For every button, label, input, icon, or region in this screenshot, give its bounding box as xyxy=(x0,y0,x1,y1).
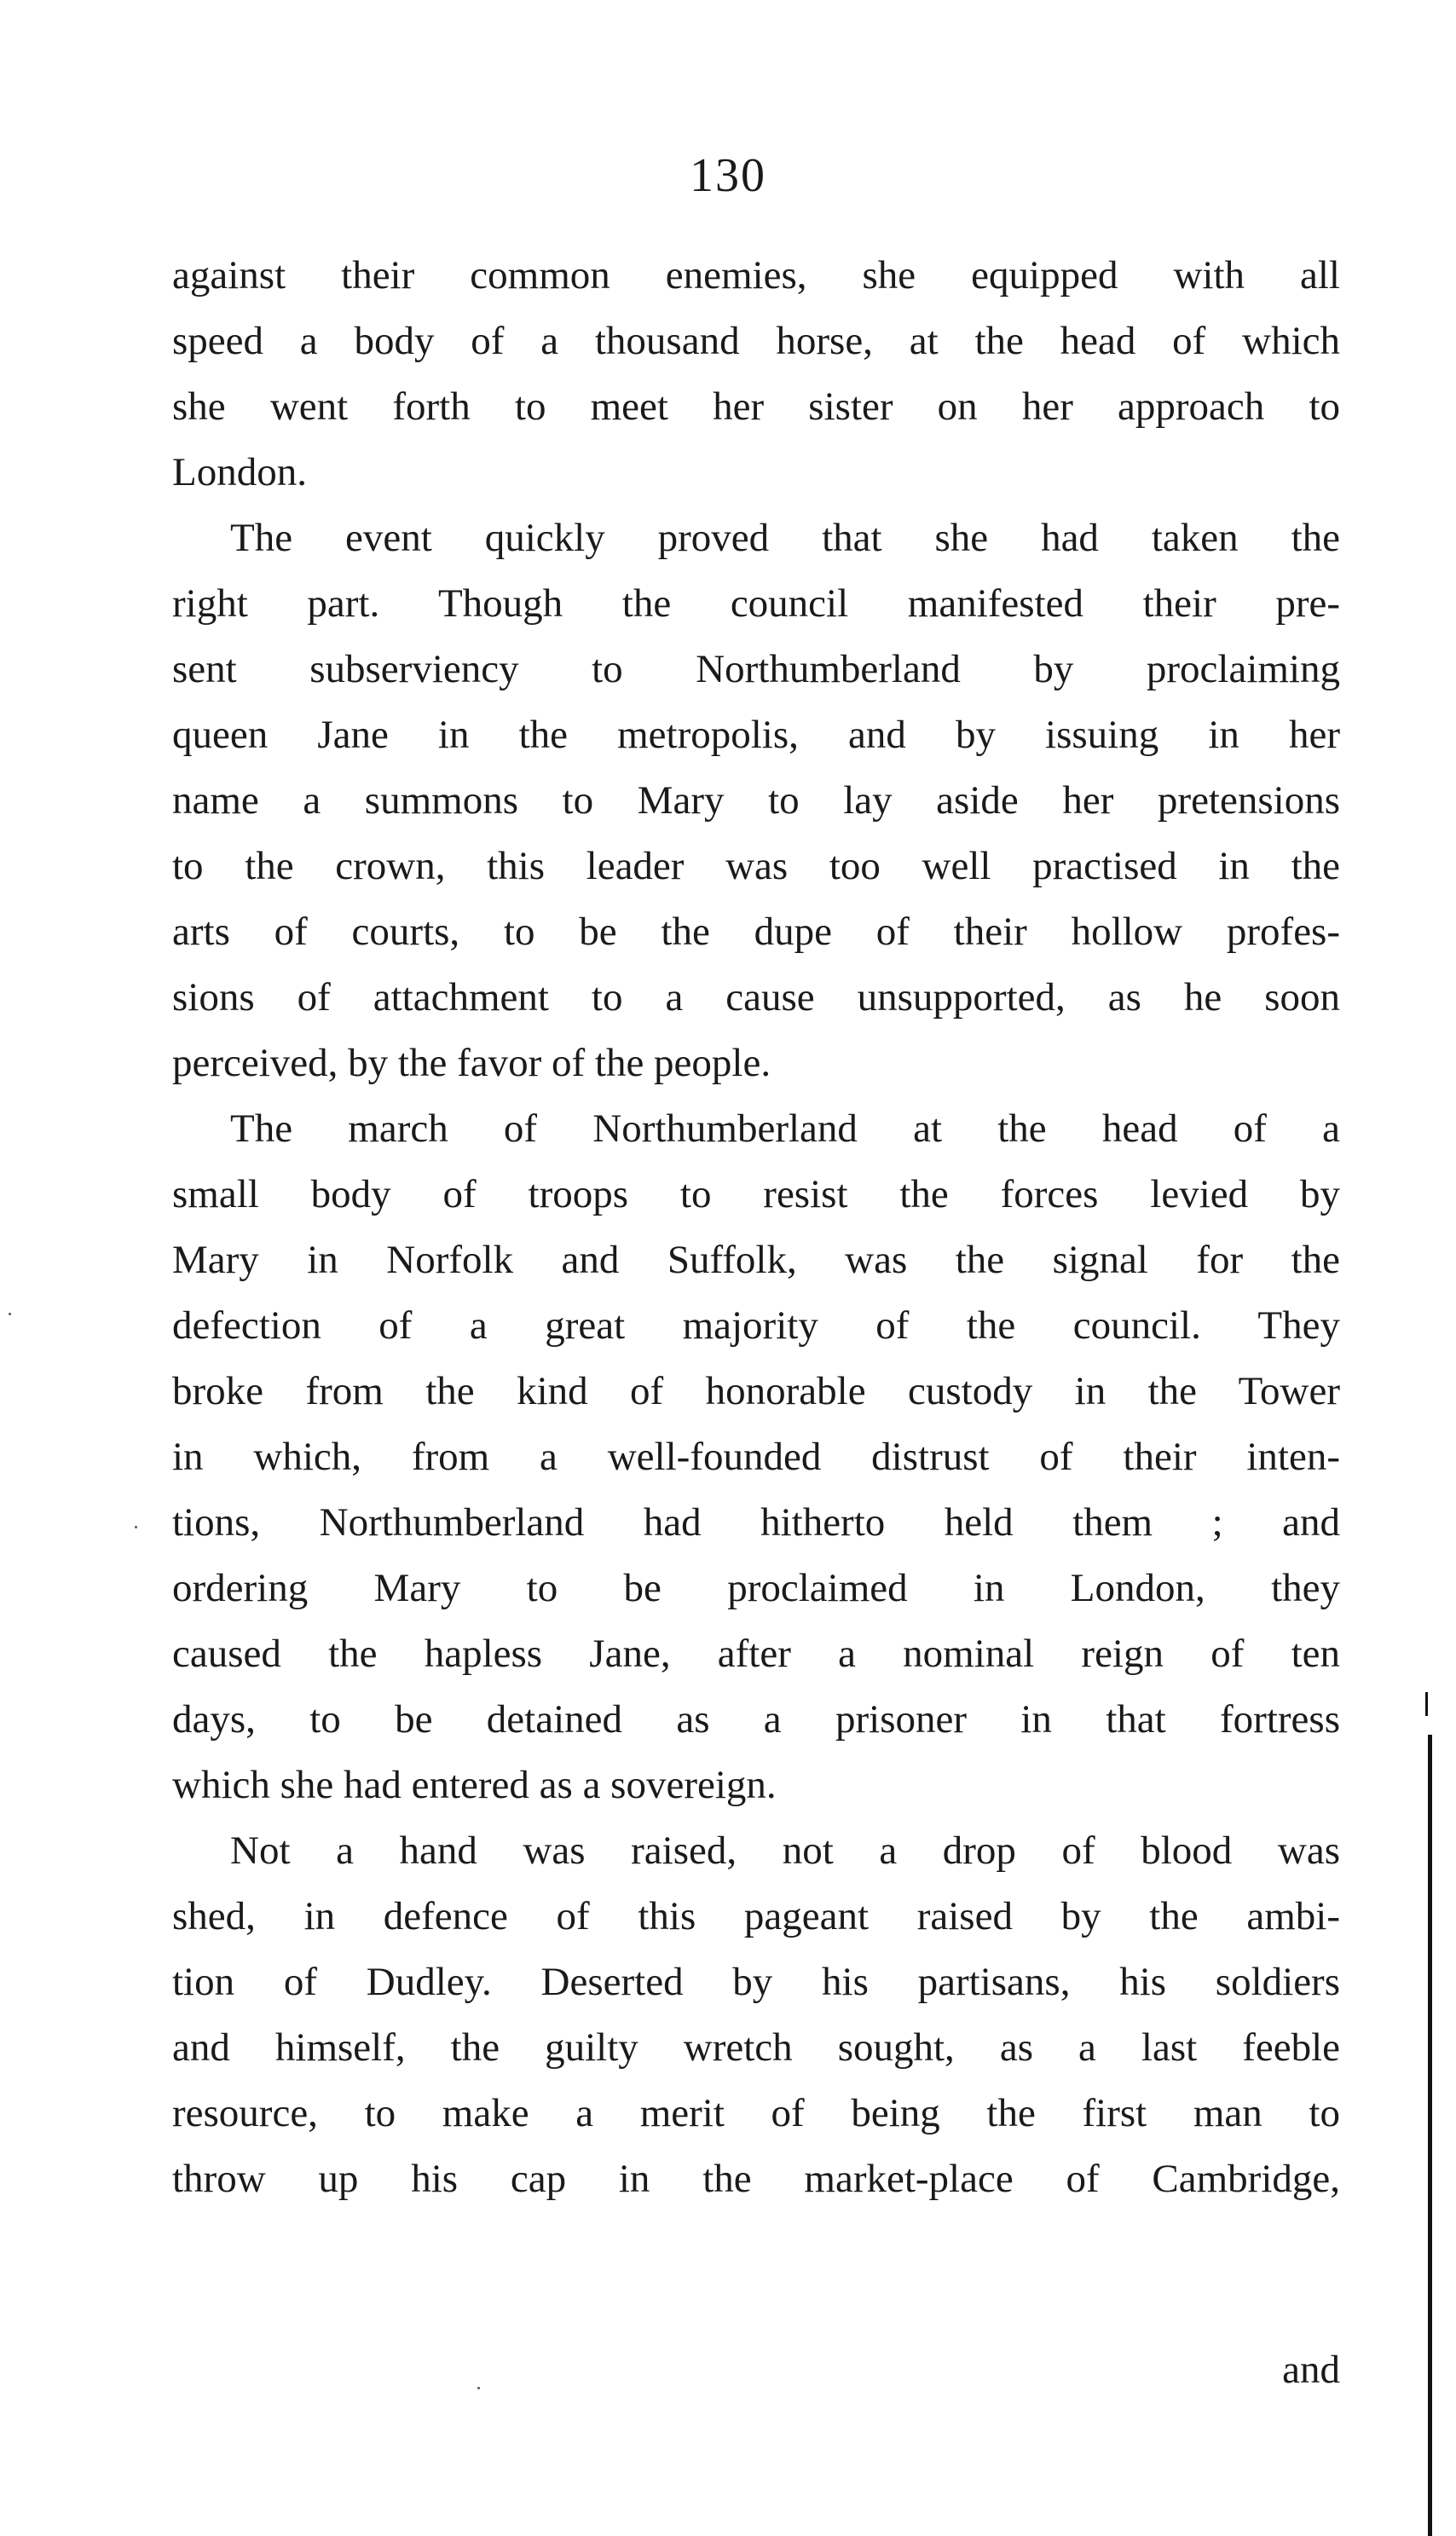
text-line: caused the hapless Jane, after a nominal reign of ten xyxy=(172,1632,1340,1676)
text-line: and himself, the guilty wretch sought, as a last feeble xyxy=(172,2025,1340,2070)
scan-edge-shadow xyxy=(1428,1735,1432,2536)
body-text xyxy=(172,243,1340,2212)
text-line: perceived, by the favor of the people. xyxy=(172,1041,771,1085)
text-line: sions of attachment to a cause unsupported, as he soon xyxy=(172,975,1340,1020)
text-line: London. xyxy=(172,450,307,494)
text-line: in which, from a well-founded distrust of their inten- xyxy=(172,1435,1340,1479)
text-line: speed a body of a thousand horse, at the head of which xyxy=(172,319,1340,363)
text-line: The event quickly proved that she had taken the xyxy=(230,516,1340,560)
text-line: The march of Northumberland at the head of a xyxy=(230,1106,1340,1151)
text-line: which she had entered as a sovereign. xyxy=(172,1763,777,1807)
text-line: sent subserviency to Northumberland by proclaiming xyxy=(172,647,1340,691)
text-line: defection of a great majority of the council. They xyxy=(172,1303,1340,1348)
text-line: Not a hand was raised, not a drop of blood was xyxy=(230,1828,1340,1873)
text-line: right part. Though the council manifested their pre- xyxy=(172,581,1340,626)
text-line: small body of troops to resist the forces levied by xyxy=(172,1172,1340,1216)
page-number: 130 xyxy=(690,149,766,202)
catchword: and xyxy=(1282,2348,1340,2392)
text-line: tions, Northumberland had hitherto held them ; and xyxy=(172,1500,1340,1545)
text-line: arts of courts, to be the dupe of their hollow profes- xyxy=(172,910,1340,954)
scan-speck xyxy=(135,1526,137,1528)
text-line: against their common enemies, she equipped with all xyxy=(172,253,1340,298)
text-line: shed, in defence of this pageant raised by the ambi- xyxy=(172,1894,1340,1938)
scan-speck xyxy=(9,1313,11,1315)
text-line: she went forth to meet her sister on her approach to xyxy=(172,384,1340,429)
scan-speck xyxy=(477,2387,480,2389)
text-line: days, to be detained as a prisoner in that fortress xyxy=(172,1697,1340,1742)
text-line: broke from the kind of honorable custody in the Tower xyxy=(172,1369,1340,1413)
text-line: Mary in Norfolk and Suffolk, was the signal for the xyxy=(172,1238,1340,1282)
text-line: to the crown, this leader was too well practised in the xyxy=(172,844,1340,888)
text-line: tion of Dudley. Deserted by his partisans, his soldiers xyxy=(172,1960,1340,2004)
text-line: resource, to make a merit of being the first man to xyxy=(172,2091,1340,2135)
text-line: ordering Mary to be proclaimed in London, they xyxy=(172,1566,1340,1610)
scan-edge-mark xyxy=(1425,1692,1428,1716)
text-line: throw up his cap in the market-place of Cambridge, xyxy=(172,2157,1340,2201)
text-line: name a summons to Mary to lay aside her pretensions xyxy=(172,778,1340,823)
text-line: queen Jane in the metropolis, and by issuing in her xyxy=(172,713,1340,757)
